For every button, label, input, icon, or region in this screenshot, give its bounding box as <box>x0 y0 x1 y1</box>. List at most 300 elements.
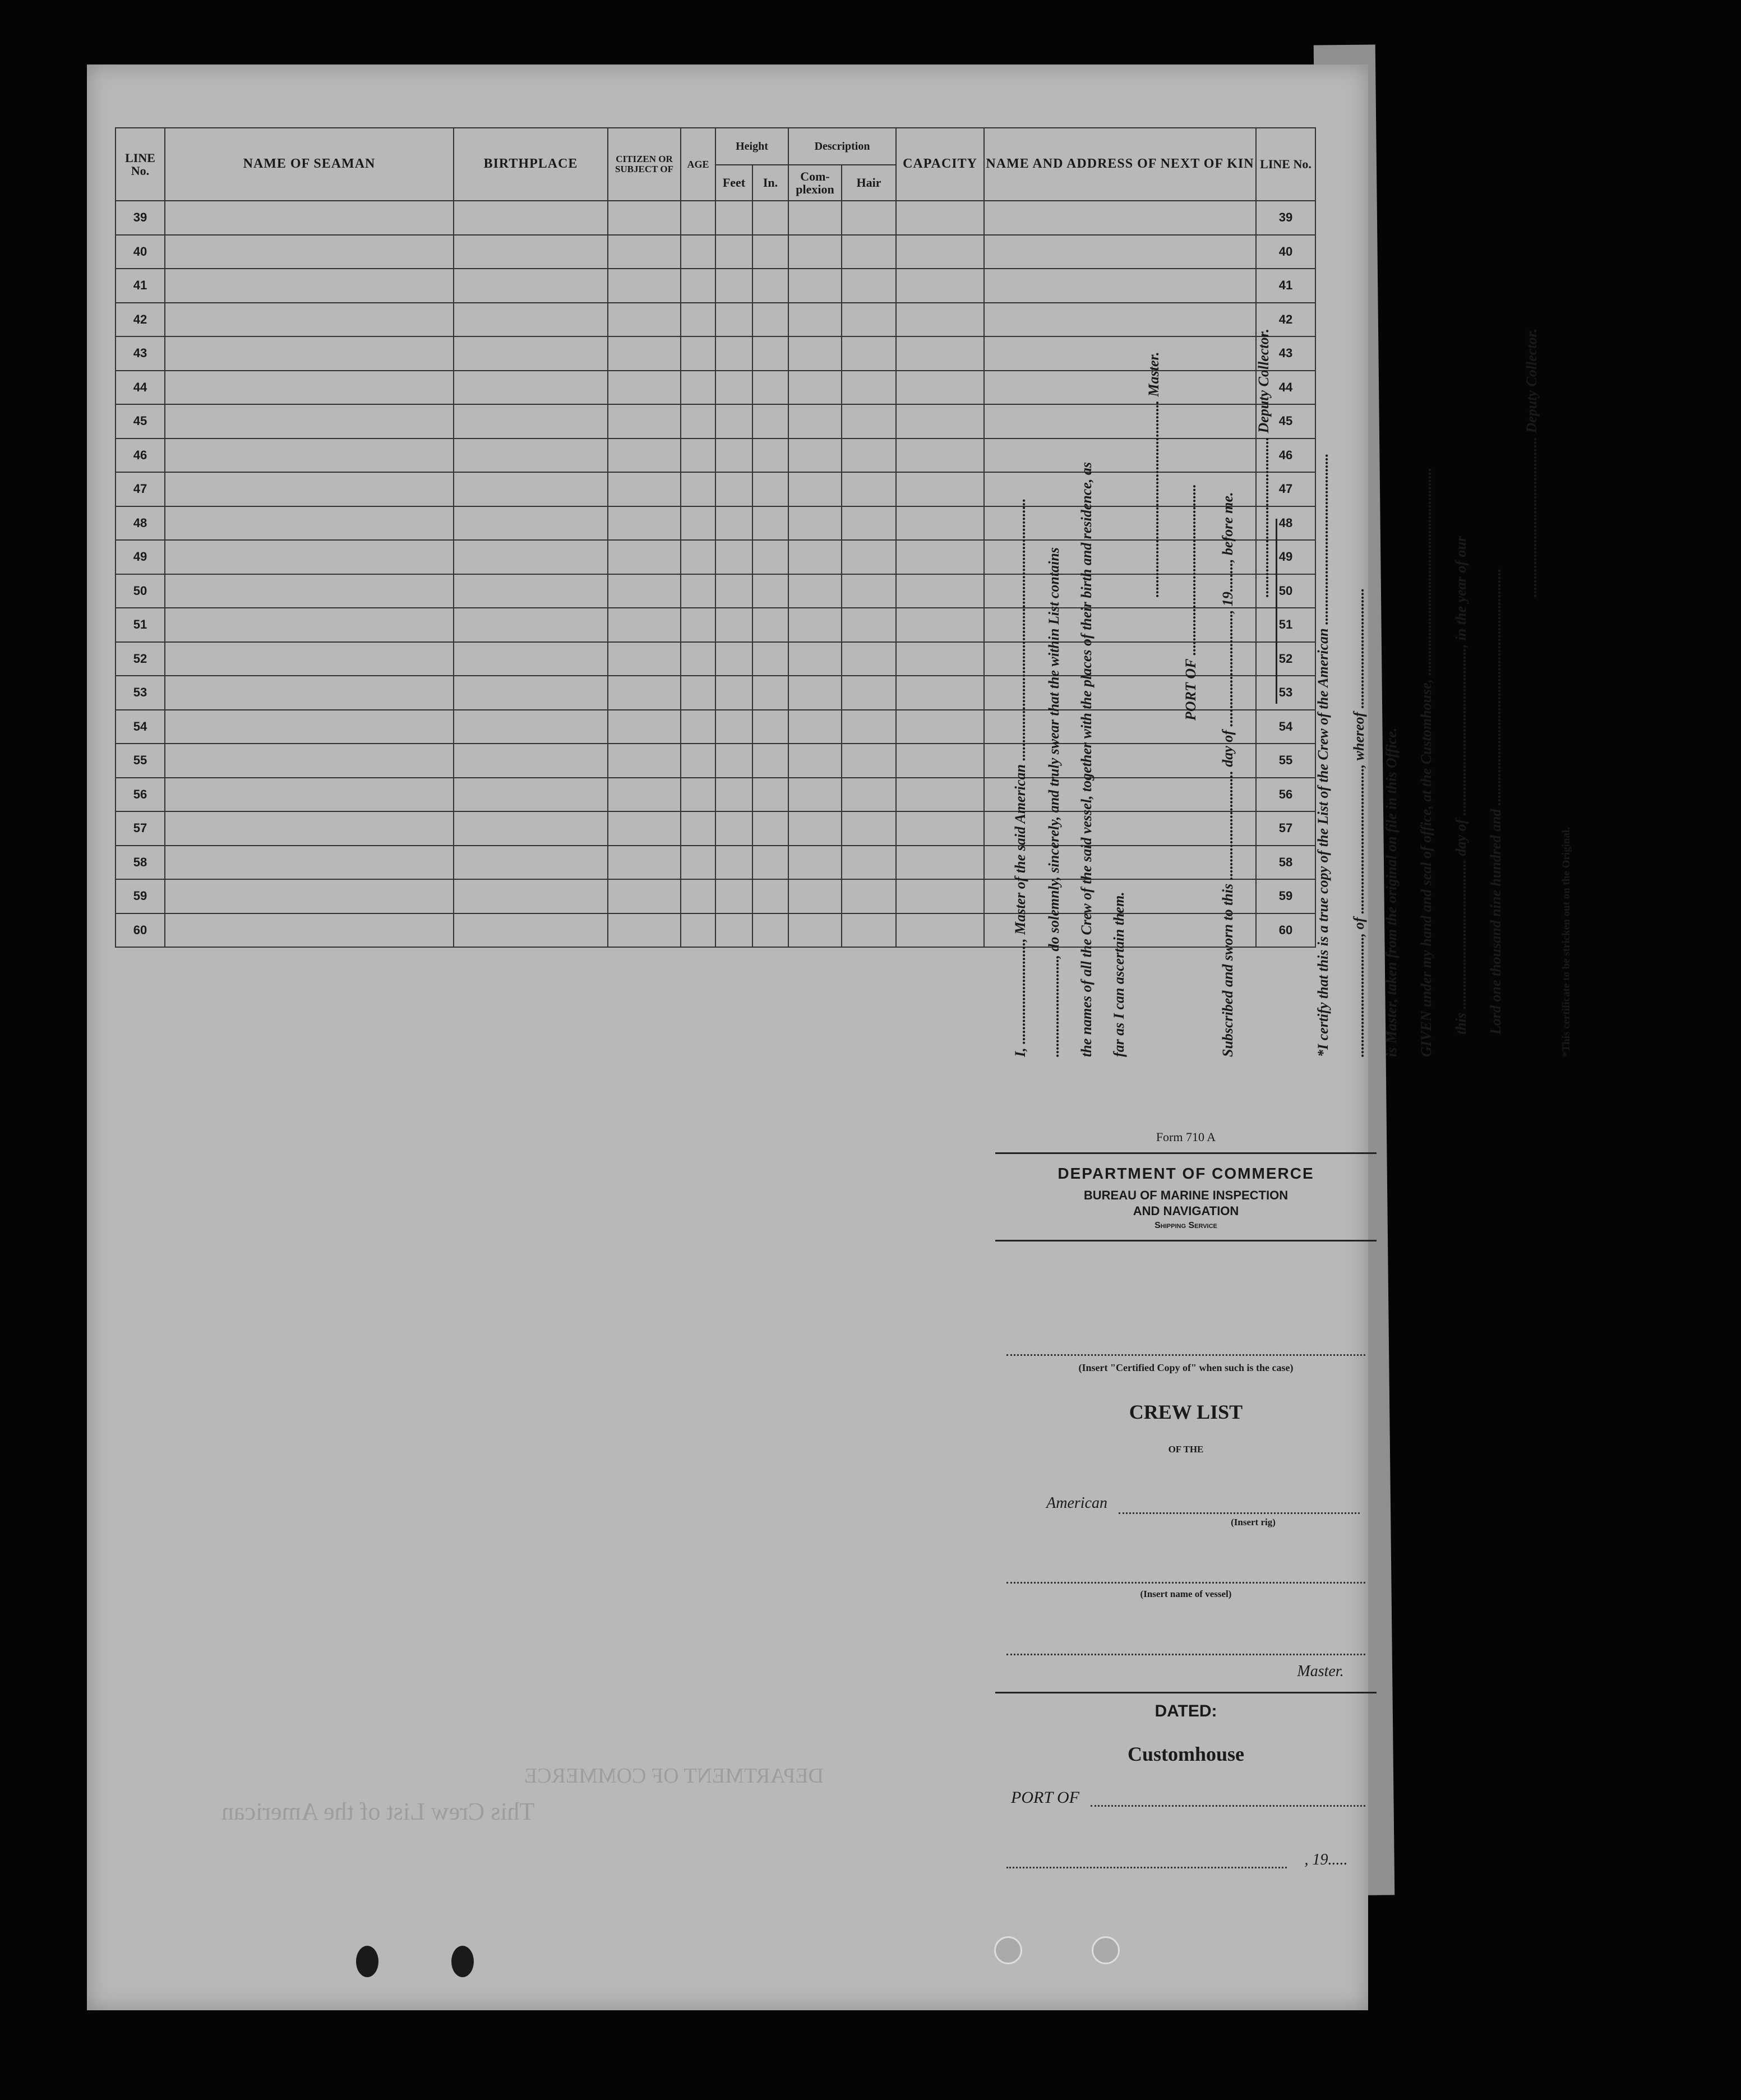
entry-cell <box>454 676 608 710</box>
entry-cell <box>715 303 752 337</box>
entry-cell <box>788 439 842 473</box>
line-number-right: 41 <box>1256 269 1315 303</box>
entry-cell <box>896 608 984 642</box>
vessel-name-hint: (Insert name of vessel) <box>1140 1589 1232 1599</box>
entry-cell <box>454 371 608 405</box>
line-number-right: 57 <box>1256 811 1315 846</box>
entry-cell <box>842 879 896 913</box>
entry-cell <box>788 404 842 439</box>
entry-cell <box>165 540 454 574</box>
entry-cell <box>896 913 984 948</box>
entry-cell <box>608 846 681 880</box>
entry-cell <box>165 336 454 371</box>
crew-list-title: CREW LIST <box>1129 1401 1243 1423</box>
lord-line: Lord one thousand nine hundred and ................................................................. <box>1488 568 1504 1035</box>
entry-cell <box>608 778 681 812</box>
entry-cell <box>454 235 608 269</box>
oath-line: the names of all the Crew of the said vessel, together with the places of their birth and residence, as <box>1078 462 1095 1057</box>
oath-line: far as I can ascertain them. <box>1111 892 1127 1057</box>
entry-cell <box>165 710 454 744</box>
entry-cell <box>752 642 788 676</box>
line-number: 49 <box>116 540 165 574</box>
entry-cell <box>681 574 715 608</box>
certified-copy-field <box>1006 1354 1365 1356</box>
header-complexion: Com- plexion <box>788 165 842 201</box>
whereof-line: ................................., of ........................................, whereof ................................. <box>1351 588 1367 1057</box>
dated-label: DATED: <box>1154 1702 1217 1720</box>
header-birthplace: BIRTHPLACE <box>454 128 608 201</box>
oath-line: I, ............................, Master of the said American ........................................................................ <box>1012 498 1028 1057</box>
port-field <box>1091 1805 1365 1807</box>
entry-cell <box>681 846 715 880</box>
bureau-line-1: BUREAU OF MARINE INSPECTION <box>1083 1188 1289 1202</box>
entry-cell <box>454 472 608 506</box>
line-number: 42 <box>116 303 165 337</box>
entry-cell <box>752 879 788 913</box>
entry-cell <box>681 269 715 303</box>
entry-cell <box>842 710 896 744</box>
entry-cell <box>752 778 788 812</box>
entry-cell <box>752 201 788 235</box>
entry-cell <box>896 811 984 846</box>
entry-cell <box>681 540 715 574</box>
entry-cell <box>788 608 842 642</box>
entry-cell <box>715 336 752 371</box>
header-age: AGE <box>681 128 715 201</box>
entry-cell <box>842 744 896 778</box>
entry-cell <box>842 336 896 371</box>
entry-cell <box>842 913 896 948</box>
entry-cell <box>788 269 842 303</box>
entry-cell <box>454 574 608 608</box>
entry-cell <box>608 472 681 506</box>
entry-cell <box>752 846 788 880</box>
entry-cell <box>715 846 752 880</box>
entry-cell <box>165 574 454 608</box>
entry-cell <box>165 913 454 948</box>
header-next-of-kin: NAME AND ADDRESS OF NEXT OF KIN <box>984 128 1256 201</box>
entry-cell <box>165 201 454 235</box>
entry-cell <box>842 811 896 846</box>
entry-cell <box>165 269 454 303</box>
line-number-right: 56 <box>1256 778 1315 812</box>
american-label: American <box>1046 1494 1107 1512</box>
line-number-right: 52 <box>1256 642 1315 676</box>
entry-cell <box>842 269 896 303</box>
line-number-right: 49 <box>1256 540 1315 574</box>
entry-cell <box>752 913 788 948</box>
entry-cell <box>608 642 681 676</box>
entry-cell <box>842 404 896 439</box>
bureau-line-2: AND NAVIGATION <box>1133 1204 1239 1218</box>
line-number-right: 51 <box>1256 608 1315 642</box>
entry-cell <box>608 336 681 371</box>
entry-cell <box>715 439 752 473</box>
divider-rule <box>995 1152 1377 1154</box>
entry-cell <box>681 201 715 235</box>
entry-cell <box>896 879 984 913</box>
oath-certificate <box>1012 165 1741 1057</box>
entry-cell <box>788 235 842 269</box>
of-the-label: OF THE <box>1168 1444 1204 1455</box>
entry-cell <box>896 846 984 880</box>
entry-cell <box>896 439 984 473</box>
entry-cell <box>896 676 984 710</box>
entry-cell <box>681 303 715 337</box>
bleed-through-text: DEPARTMENT OF COMMERCE <box>524 1764 824 1788</box>
vessel-name-field <box>1006 1582 1365 1584</box>
is-master-line: is Master, taken from the original on file in this Office. <box>1383 727 1400 1057</box>
entry-cell <box>681 404 715 439</box>
entry-cell <box>788 472 842 506</box>
header-line-no-right: LINE No. <box>1256 128 1315 201</box>
entry-cell <box>454 269 608 303</box>
entry-cell <box>715 404 752 439</box>
entry-cell <box>454 201 608 235</box>
entry-cell <box>454 879 608 913</box>
entry-cell <box>788 710 842 744</box>
deputy-collector-line: ............................................ Deputy Collector. <box>1523 329 1540 597</box>
line-number: 59 <box>116 879 165 913</box>
entry-cell <box>752 811 788 846</box>
line-number: 58 <box>116 846 165 880</box>
header-description: Description <box>788 128 896 165</box>
entry-cell <box>788 642 842 676</box>
entry-cell <box>165 846 454 880</box>
entry-cell <box>608 439 681 473</box>
entry-cell <box>165 608 454 642</box>
entry-cell <box>681 439 715 473</box>
entry-cell <box>454 540 608 574</box>
line-number: 48 <box>116 506 165 541</box>
entry-cell <box>454 608 608 642</box>
master-field <box>1006 1654 1365 1655</box>
entry-cell <box>715 879 752 913</box>
entry-cell <box>788 201 842 235</box>
entry-cell <box>788 540 842 574</box>
entry-cell <box>715 913 752 948</box>
entry-cell <box>842 778 896 812</box>
day-line: this ......................................... day of .............................................., in the year of our <box>1453 536 1469 1035</box>
entry-cell <box>752 574 788 608</box>
entry-cell <box>715 676 752 710</box>
entry-cell <box>681 472 715 506</box>
entry-cell <box>788 676 842 710</box>
entry-cell <box>681 676 715 710</box>
line-number: 54 <box>116 710 165 744</box>
entry-cell <box>752 404 788 439</box>
entry-cell <box>752 540 788 574</box>
entry-cell <box>165 811 454 846</box>
master-signature-line: ...................................................... Master. <box>1146 352 1162 597</box>
entry-cell <box>165 472 454 506</box>
entry-cell <box>842 235 896 269</box>
line-number: 52 <box>116 642 165 676</box>
line-number-right: 54 <box>1256 710 1315 744</box>
entry-cell <box>788 778 842 812</box>
line-number-right: 53 <box>1256 676 1315 710</box>
entry-cell <box>896 574 984 608</box>
entry-cell <box>842 846 896 880</box>
entry-cell <box>165 506 454 541</box>
line-number-right: 45 <box>1256 404 1315 439</box>
line-number-right: 39 <box>1256 201 1315 235</box>
line-number-right: 42 <box>1256 303 1315 337</box>
entry-cell <box>608 811 681 846</box>
entry-cell <box>788 336 842 371</box>
entry-cell <box>681 744 715 778</box>
entry-cell <box>788 846 842 880</box>
entry-cell <box>788 811 842 846</box>
line-number: 44 <box>116 371 165 405</box>
line-number-right: 50 <box>1256 574 1315 608</box>
line-number: 45 <box>116 404 165 439</box>
entry-cell <box>896 371 984 405</box>
entry-cell <box>842 574 896 608</box>
line-number-right: 47 <box>1256 472 1315 506</box>
entry-cell <box>454 846 608 880</box>
entry-cell <box>752 336 788 371</box>
line-number: 60 <box>116 913 165 948</box>
entry-cell <box>842 506 896 541</box>
subscribed-line: Subscribed and sworn to this .............................. day of ..............................., 19........, before me. <box>1220 492 1236 1057</box>
entry-cell <box>896 540 984 574</box>
header-name-of-seaman: NAME OF SEAMAN <box>165 128 454 201</box>
line-number-right: 58 <box>1256 846 1315 880</box>
divider-rule <box>1276 519 1277 704</box>
entry-cell <box>752 676 788 710</box>
rig-hint: (Insert rig) <box>1231 1517 1276 1527</box>
line-number: 43 <box>116 336 165 371</box>
entry-cell <box>752 506 788 541</box>
entry-cell <box>842 201 896 235</box>
entry-cell <box>896 472 984 506</box>
line-number-right: 46 <box>1256 439 1315 473</box>
entry-cell <box>752 439 788 473</box>
entry-cell <box>681 642 715 676</box>
punch-hole <box>1092 1936 1120 1964</box>
department-title: DEPARTMENT OF COMMERCE <box>1057 1165 1314 1182</box>
entry-cell <box>454 778 608 812</box>
entry-cell <box>788 879 842 913</box>
entry-cell <box>752 303 788 337</box>
entry-cell <box>454 744 608 778</box>
entry-cell <box>681 778 715 812</box>
line-number: 39 <box>116 201 165 235</box>
entry-cell <box>165 303 454 337</box>
entry-cell <box>608 303 681 337</box>
year-label: , 19..... <box>1304 1851 1348 1868</box>
entry-cell <box>788 744 842 778</box>
line-number-right: 48 <box>1256 506 1315 541</box>
entry-cell <box>454 811 608 846</box>
entry-cell <box>608 913 681 948</box>
entry-cell <box>715 744 752 778</box>
footnote: *This certificate to be stricken out on the Original. <box>1560 827 1572 1057</box>
entry-cell <box>454 642 608 676</box>
entry-cell <box>896 201 984 235</box>
form-number: Form 710 A <box>1156 1130 1216 1144</box>
entry-cell <box>842 439 896 473</box>
entry-cell <box>608 201 681 235</box>
entry-cell <box>454 506 608 541</box>
entry-cell <box>681 235 715 269</box>
entry-cell <box>752 710 788 744</box>
header-inches: In. <box>752 165 788 201</box>
entry-cell <box>165 404 454 439</box>
entry-cell <box>788 371 842 405</box>
entry-cell <box>752 371 788 405</box>
entry-cell <box>608 371 681 405</box>
entry-cell <box>608 235 681 269</box>
line-number: 53 <box>116 676 165 710</box>
oath-line: ..........................., do solemnly, sincerely, and truly swear that the within List contains <box>1046 547 1062 1057</box>
port-of-line: PORT OF ............................................... <box>1183 483 1199 721</box>
entry-cell <box>715 778 752 812</box>
entry-cell <box>842 540 896 574</box>
certify-line: *I certify that this is a true copy of the List of the Crew of the American ............................................... <box>1315 453 1331 1057</box>
entry-cell <box>715 235 752 269</box>
entry-cell <box>608 506 681 541</box>
entry-cell <box>454 404 608 439</box>
entry-cell <box>681 336 715 371</box>
entry-cell <box>454 439 608 473</box>
divider-rule <box>995 1240 1377 1241</box>
entry-cell <box>896 710 984 744</box>
entry-cell <box>165 778 454 812</box>
line-number-right: 40 <box>1256 235 1315 269</box>
entry-cell <box>608 540 681 574</box>
entry-cell <box>608 574 681 608</box>
entry-cell <box>715 201 752 235</box>
header-citizen: CITIZEN OR SUBJECT OF <box>608 128 681 201</box>
line-number: 56 <box>116 778 165 812</box>
entry-cell <box>608 710 681 744</box>
entry-cell <box>896 303 984 337</box>
certified-copy-hint: (Insert "Certified Copy of" when such is the case) <box>1078 1362 1294 1373</box>
entry-cell <box>788 574 842 608</box>
entry-cell <box>715 710 752 744</box>
entry-cell <box>788 303 842 337</box>
line-number: 40 <box>116 235 165 269</box>
line-number-right: 59 <box>1256 879 1315 913</box>
entry-cell <box>842 303 896 337</box>
entry-cell <box>715 642 752 676</box>
header-hair: Hair <box>842 165 896 201</box>
entry-cell <box>165 371 454 405</box>
service-line: Shipping Service <box>1154 1221 1217 1230</box>
line-number: 46 <box>116 439 165 473</box>
entry-cell <box>681 608 715 642</box>
entry-cell <box>681 506 715 541</box>
line-number-right: 44 <box>1256 371 1315 405</box>
entry-cell <box>842 371 896 405</box>
entry-cell <box>896 269 984 303</box>
entry-cell <box>608 879 681 913</box>
entry-cell <box>842 676 896 710</box>
entry-cell <box>842 472 896 506</box>
divider-rule <box>995 1692 1377 1693</box>
punch-hole <box>451 1946 474 1977</box>
header-feet: Feet <box>715 165 752 201</box>
entry-cell <box>608 744 681 778</box>
entry-cell <box>715 811 752 846</box>
entry-cell <box>715 506 752 541</box>
line-number-right: 55 <box>1256 744 1315 778</box>
entry-cell <box>165 235 454 269</box>
entry-cell <box>715 608 752 642</box>
entry-cell <box>681 811 715 846</box>
line-number: 57 <box>116 811 165 846</box>
entry-cell <box>788 506 842 541</box>
entry-cell <box>608 269 681 303</box>
entry-cell <box>681 710 715 744</box>
entry-cell <box>896 778 984 812</box>
rig-field <box>1119 1512 1360 1514</box>
port-of-label: PORT OF <box>1011 1788 1079 1807</box>
customhouse-label: Customhouse <box>1127 1743 1245 1765</box>
entry-cell <box>681 879 715 913</box>
line-number-right: 43 <box>1256 336 1315 371</box>
entry-cell <box>608 676 681 710</box>
entry-cell <box>454 336 608 371</box>
entry-cell <box>896 744 984 778</box>
entry-cell <box>681 371 715 405</box>
deputy-collector-line: ............................................ Deputy Collector. <box>1255 329 1272 597</box>
entry-cell <box>896 336 984 371</box>
entry-cell <box>896 506 984 541</box>
entry-cell <box>715 540 752 574</box>
entry-cell <box>715 269 752 303</box>
entry-cell <box>752 744 788 778</box>
entry-cell <box>715 574 752 608</box>
entry-cell <box>608 404 681 439</box>
entry-cell <box>715 371 752 405</box>
header-line-no: LINE No. <box>116 128 165 201</box>
entry-cell <box>454 913 608 948</box>
punch-hole <box>356 1946 378 1977</box>
bleed-through-text: This Crew List of the American <box>221 1798 535 1825</box>
line-number: 55 <box>116 744 165 778</box>
master-label: Master. <box>1297 1663 1344 1680</box>
entry-cell <box>752 608 788 642</box>
entry-cell <box>788 913 842 948</box>
line-number-right: 60 <box>1256 913 1315 948</box>
entry-cell <box>842 642 896 676</box>
entry-cell <box>752 472 788 506</box>
entry-cell <box>454 710 608 744</box>
line-number: 50 <box>116 574 165 608</box>
line-number: 51 <box>116 608 165 642</box>
entry-cell <box>896 642 984 676</box>
entry-cell <box>842 608 896 642</box>
entry-cell <box>165 879 454 913</box>
line-number: 47 <box>116 472 165 506</box>
entry-cell <box>165 744 454 778</box>
given-line: GIVEN under my hand and seal of office, at the Customhouse, ......................................................... <box>1418 467 1434 1057</box>
entry-cell <box>165 642 454 676</box>
entry-cell <box>681 913 715 948</box>
punch-hole <box>994 1936 1022 1964</box>
entry-cell <box>715 472 752 506</box>
entry-cell <box>165 439 454 473</box>
header-capacity: CAPACITY <box>896 128 984 201</box>
entry-cell <box>752 269 788 303</box>
line-number: 41 <box>116 269 165 303</box>
entry-cell <box>608 608 681 642</box>
entry-cell <box>752 235 788 269</box>
entry-cell <box>896 235 984 269</box>
